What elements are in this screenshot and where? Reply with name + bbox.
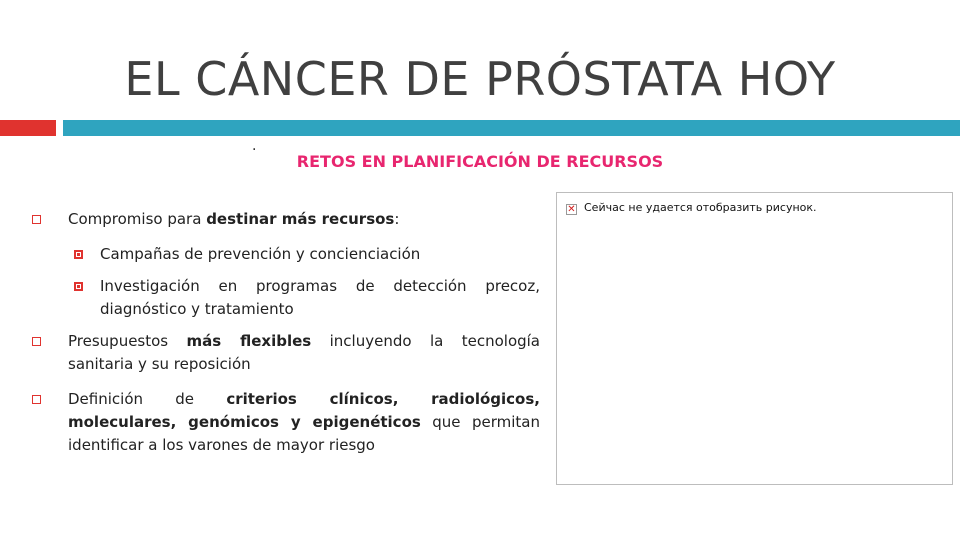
sub-bullet-text: Investigación en programas de detección precoz, diagnóstico y tratamiento	[100, 277, 540, 318]
bullet-text	[68, 330, 540, 376]
square-bullet-icon	[32, 337, 41, 346]
bullet-text-post: incluyendo la tecnología sanitaria y su reposición	[68, 332, 540, 373]
square-bullet-icon	[32, 215, 41, 224]
bullet-text-pre: Presupuestos	[68, 332, 187, 350]
bullet-text-bold: criterios clínicos, radiológicos, moleculares, genómicos y epigenéticos	[68, 390, 540, 431]
bullet-text	[68, 208, 540, 231]
bullet-text-pre: Definición de	[68, 390, 227, 408]
bullet-text	[68, 388, 540, 457]
bullet-text-bold: más flexibles	[186, 332, 312, 350]
slide-title: EL CÁNCER DE PRÓSTATA HOY	[124, 52, 836, 106]
bullet-item-criteria	[32, 388, 540, 457]
bullet-text-pre: Compromiso para	[68, 210, 207, 228]
bullet-text-bold: destinar más recursos	[206, 210, 395, 228]
bullet-item-budgets	[32, 330, 540, 376]
bullet-list	[32, 208, 540, 469]
image-error-text: Сейчас не удается отобразить рисунок.	[584, 201, 817, 214]
bullet-text-post: que permitan identificar a los varones de mayor riesgo	[68, 413, 540, 454]
filled-square-bullet-icon	[74, 250, 83, 259]
filled-square-bullet-icon	[74, 282, 83, 291]
slide-subtitle: RETOS EN PLANIFICACIÓN DE RECURSOS	[296, 152, 664, 171]
accent-bar-blue	[63, 120, 960, 136]
sub-bullet-item-research	[74, 275, 540, 321]
bullet-item-resources	[32, 208, 540, 231]
stray-dot: .	[252, 138, 257, 154]
bullet-text-post: :	[394, 210, 400, 228]
sub-bullet-text: Campañas de prevención y concienciación	[100, 245, 421, 263]
image-placeholder-frame	[556, 192, 953, 485]
broken-image-icon: ✕	[567, 204, 576, 215]
square-bullet-icon	[32, 395, 41, 404]
sub-bullet-item-campaigns	[74, 243, 540, 266]
accent-bar-red	[0, 120, 56, 136]
